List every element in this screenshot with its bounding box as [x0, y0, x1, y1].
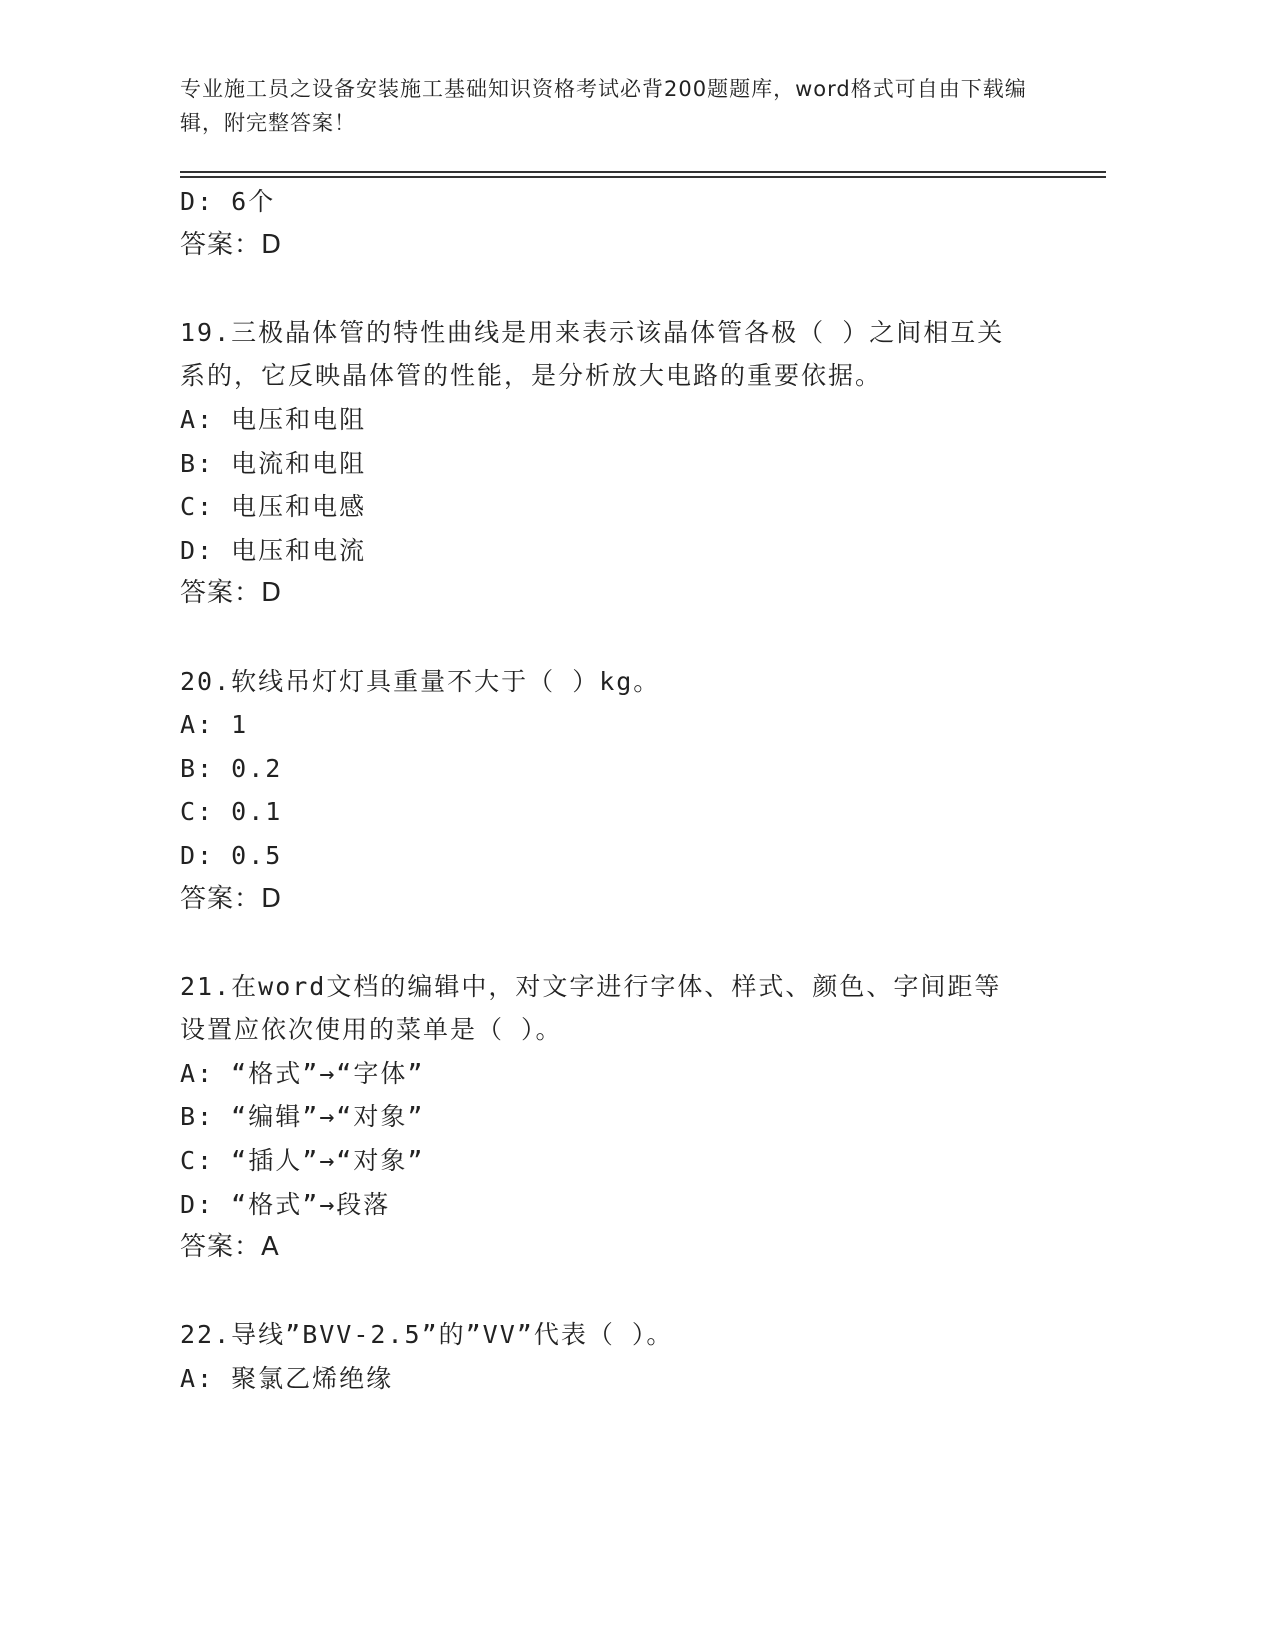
- option-a: A: 聚氯乙烯绝缘: [180, 1364, 394, 1394]
- option-b: B: 0.2: [180, 753, 283, 783]
- option-d: D: 6个: [180, 187, 276, 216]
- document-title: 专业施工员之设备安装施工基础知识资格考试必背200题题库，word格式可自由下载编辑，附完整答案！: [180, 77, 1027, 135]
- answer-line: 答案：D: [180, 229, 283, 260]
- header-rule-top: [180, 171, 1106, 173]
- document-header: [180, 72, 1040, 140]
- option-d: D: “格式”→段落: [180, 1189, 391, 1219]
- option-d: D: 0.5: [180, 840, 283, 870]
- question-stem-cont: 设置应依次使用的菜单是（ ）。: [180, 1015, 563, 1045]
- question-stem: 22.导线”BVV-2.5”的”VV”代表（ ）。: [180, 1320, 674, 1350]
- option-c: C: 电压和电感: [180, 492, 367, 522]
- option-b: B: “编辑”→“对象”: [180, 1102, 425, 1132]
- question-21: [180, 965, 1110, 1270]
- question-stem-cont: 系的，它反映晶体管的性能，是分析放大电路的重要依据。: [180, 361, 883, 391]
- option-b: B: 电流和电阻: [180, 448, 367, 478]
- answer-line: 答案：A: [180, 1232, 280, 1263]
- answer-line: 答案：D: [180, 578, 283, 609]
- question-20: [180, 660, 1110, 922]
- spacer: [180, 616, 1110, 660]
- header-rule-bottom: [180, 176, 1106, 178]
- question-19: [180, 311, 1110, 616]
- option-c: C: 0.1: [180, 797, 283, 827]
- question-list: [180, 180, 1110, 1401]
- option-d: D: 电压和电流: [180, 535, 367, 565]
- question-stem: 21.在word文档的编辑中，对文字进行字体、样式、颜色、字间距等: [180, 971, 1002, 1001]
- question-stem: 20.软线吊灯灯具重量不大于（ ）kg。: [180, 666, 661, 696]
- answer-line: 答案：D: [180, 883, 283, 914]
- question-stem: 19.三极晶体管的特性曲线是用来表示该晶体管各极（ ）之间相互关: [180, 317, 1005, 347]
- option-a: A: “格式”→“字体”: [180, 1058, 425, 1088]
- option-a: A: 电压和电阻: [180, 404, 367, 434]
- spacer: [180, 267, 1110, 311]
- spacer: [180, 1270, 1110, 1314]
- option-a: A: 1: [180, 710, 249, 740]
- option-c: C: “插人”→“对象”: [180, 1146, 425, 1176]
- question-22: [180, 1313, 1110, 1400]
- spacer: [180, 921, 1110, 965]
